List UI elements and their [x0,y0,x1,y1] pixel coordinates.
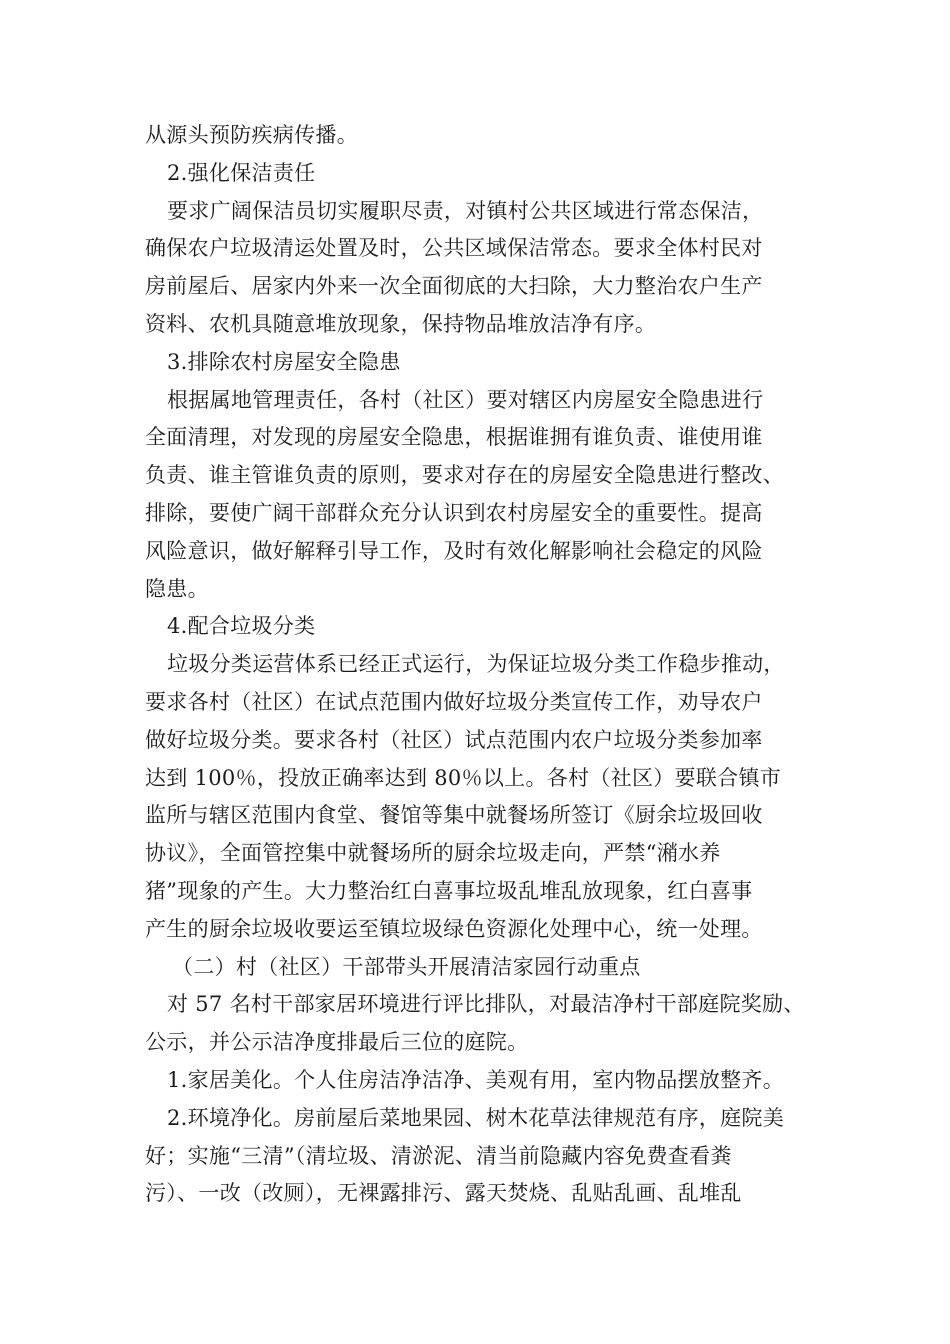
text-line: 污）、一改（改厕），无裸露排污、露天焚烧、乱贴乱画、乱堆乱 [145,1181,742,1206]
text-line: 根据属地管理责任，各村（社区）要对辖区内房屋安全隐患进行 [167,387,764,412]
text-line: 从源头预防疾病传播。 [145,123,358,147]
text-line: 风险意识，做好解释引导工作，及时有效化解影响社会稳定的风险 [145,538,763,563]
text-line: 好；实施“三清”（清垃圾、清淤泥、清当前隐藏内容免费查看粪 [145,1143,732,1168]
text-line: 对 57 名村干部家居环境进行评比排队，对最洁净村干部庭院奖励、 [167,992,805,1017]
text-line: 产生的厨余垃圾收要运至镇垃圾绿色资源化处理中心，统一处理。 [145,916,763,941]
text-line: 排除，要使广阔干部群众充分认识到农村房屋安全的重要性。提高 [145,500,763,525]
text-line: 协议》，全面管控集中就餐场所的厨余垃圾走向，严禁“潲水养 [145,841,721,866]
text-line: 房前屋后、居家内外来一次全面彻底的大扫除，大力整治农户生产 [145,274,763,299]
text-line: 做好垃圾分类。要求各村（社区）试点范围内农户垃圾分类参加率 [145,727,763,752]
text-line: 资料、农机具随意堆放现象，保持物品堆放洁净有序。 [145,311,657,336]
document-body [145,117,810,1213]
text-line: 4.配合垃圾分类 [167,614,316,639]
text-line: 监所与辖区范围内食堂、餐馆等集中就餐场所签订《厨余垃圾回收 [145,803,763,828]
text-line: 垃圾分类运营体系已经正式运行，为保证垃圾分类工作稳步推动， [167,652,785,677]
text-line: 要求各村（社区）在试点范围内做好垃圾分类宣传工作，劝导农户 [145,689,763,714]
text-line: 1.家居美化。个人住房洁净洁净、美观有用，室内物品摆放整齐。 [167,1067,785,1092]
text-line: 隐患。 [145,576,209,601]
text-line: 2.环境净化。房前屋后菜地果园、树木花草法律规范有序，庭院美 [167,1105,785,1130]
text-line: 确保农户垃圾清运处置及时，公共区域保洁常态。要求全体村民对 [145,236,763,261]
text-line: 要求广阔保洁员切实履职尽责，对镇村公共区域进行常态保洁， [167,198,764,223]
text-line: 2.强化保洁责任 [167,160,316,185]
text-line: 3.排除农村房屋安全隐患 [167,349,401,374]
text-line: 全面清理，对发现的房屋安全隐患，根据谁拥有谁负责、谁使用谁 [145,425,763,450]
text-line: 达到 100％，投放正确率达到 80％以上。各村（社区）要联合镇市 [145,765,782,790]
text-line: 猪”现象的产生。大力整治红白喜事垃圾乱堆乱放现象，红白喜事 [145,878,753,903]
text-line: （二）村（社区）干部带头开展清洁家园行动重点 [172,954,641,979]
text-line: 负责、谁主管谁负责的原则，要求对存在的房屋安全隐患进行整改、 [145,463,784,488]
text-line: 公示，并公示洁净度排最后三位的庭院。 [145,1030,529,1055]
